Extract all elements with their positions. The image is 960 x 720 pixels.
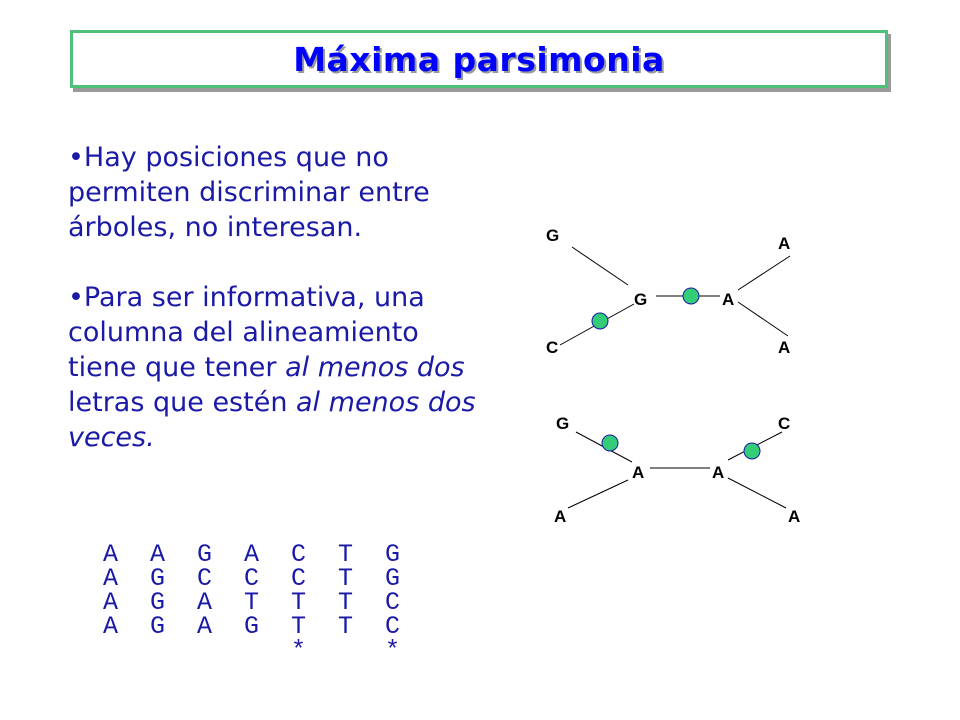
alignment-base: G — [150, 588, 166, 617]
alignment-base: T — [244, 588, 260, 617]
tree-2-label-inner-right: A — [712, 463, 725, 482]
alignment-base: A — [197, 612, 213, 641]
alignment-base: A — [244, 540, 260, 569]
bullet-2-text-a: •Para ser informativa, una columna del alineamiento tiene que tener — [68, 282, 425, 383]
alignment-base: C — [385, 588, 401, 617]
tree-1-mutation-dot-center — [683, 288, 699, 304]
alignment-base: G — [244, 612, 260, 641]
tree-1-label-bottom-right: A — [778, 338, 791, 357]
alignment-base: G — [197, 540, 213, 569]
alignment-base: A — [103, 564, 119, 593]
tree-1-label-inner-right: A — [722, 290, 735, 309]
tree-2-label-bottom-right: A — [788, 507, 801, 526]
alignment-base: C — [291, 564, 307, 593]
tree-2 — [554, 414, 800, 526]
tree-2-label-top-right: C — [778, 414, 791, 433]
bullet-2-emphasis-1: al menos dos — [285, 352, 465, 383]
alignment-base: T — [291, 588, 307, 617]
alignment-base: C — [385, 612, 401, 641]
bullet-1: •Hay posiciones que no permiten discriminar entre árboles, no interesan. — [68, 142, 430, 243]
alignment-base: T — [338, 588, 354, 617]
tree-1 — [546, 226, 790, 357]
alignment-base: T — [291, 612, 307, 641]
tree-1-label-bottom-left: C — [546, 338, 559, 357]
tree-2-mutation-dot-right — [744, 443, 760, 459]
alignment-base: C — [244, 564, 260, 593]
tree-2-label-top-left: G — [556, 414, 570, 433]
tree-2-mutation-dot-left — [602, 435, 618, 451]
alignment-base: A — [197, 588, 213, 617]
tree-1-label-inner-left: G — [634, 290, 648, 309]
slide-title: Máxima parsimonia — [293, 39, 665, 79]
tree-2-branch-bottom-left — [568, 480, 628, 508]
tree-1-label-top-right: A — [778, 234, 791, 253]
bullet-2-text-b: letras que estén — [68, 387, 297, 418]
alignment-base: A — [103, 588, 119, 617]
tree-2-branch-bottom-right — [728, 478, 786, 508]
tree-1-mutation-dot-left — [592, 313, 608, 329]
alignment-base: G — [150, 564, 166, 593]
tree-1-branch-top-left — [572, 247, 628, 285]
alignment-base: A — [103, 612, 119, 641]
tree-1-branch-top-right — [738, 256, 790, 290]
alignment-base: T — [338, 540, 354, 569]
alignment-base: A — [103, 540, 119, 569]
tree-1-label-top-left: G — [546, 226, 560, 245]
alignment-base: G — [385, 564, 401, 593]
tree-1-branch-bottom-right — [738, 302, 788, 336]
bullet-2-emphasis-2: al menos dos veces. — [68, 387, 476, 453]
tree-2-label-bottom-left: A — [554, 507, 567, 526]
tree-2-label-inner-left: A — [632, 463, 645, 482]
alignment-base: C — [291, 540, 307, 569]
alignment-base: T — [338, 612, 354, 641]
alignment-base: T — [338, 564, 354, 593]
informative-mark: * — [385, 636, 401, 665]
informative-mark: * — [291, 636, 307, 665]
alignment-base: G — [150, 612, 166, 641]
alignment-base: G — [385, 540, 401, 569]
alignment-base: C — [197, 564, 213, 593]
alignment-base: A — [150, 540, 166, 569]
